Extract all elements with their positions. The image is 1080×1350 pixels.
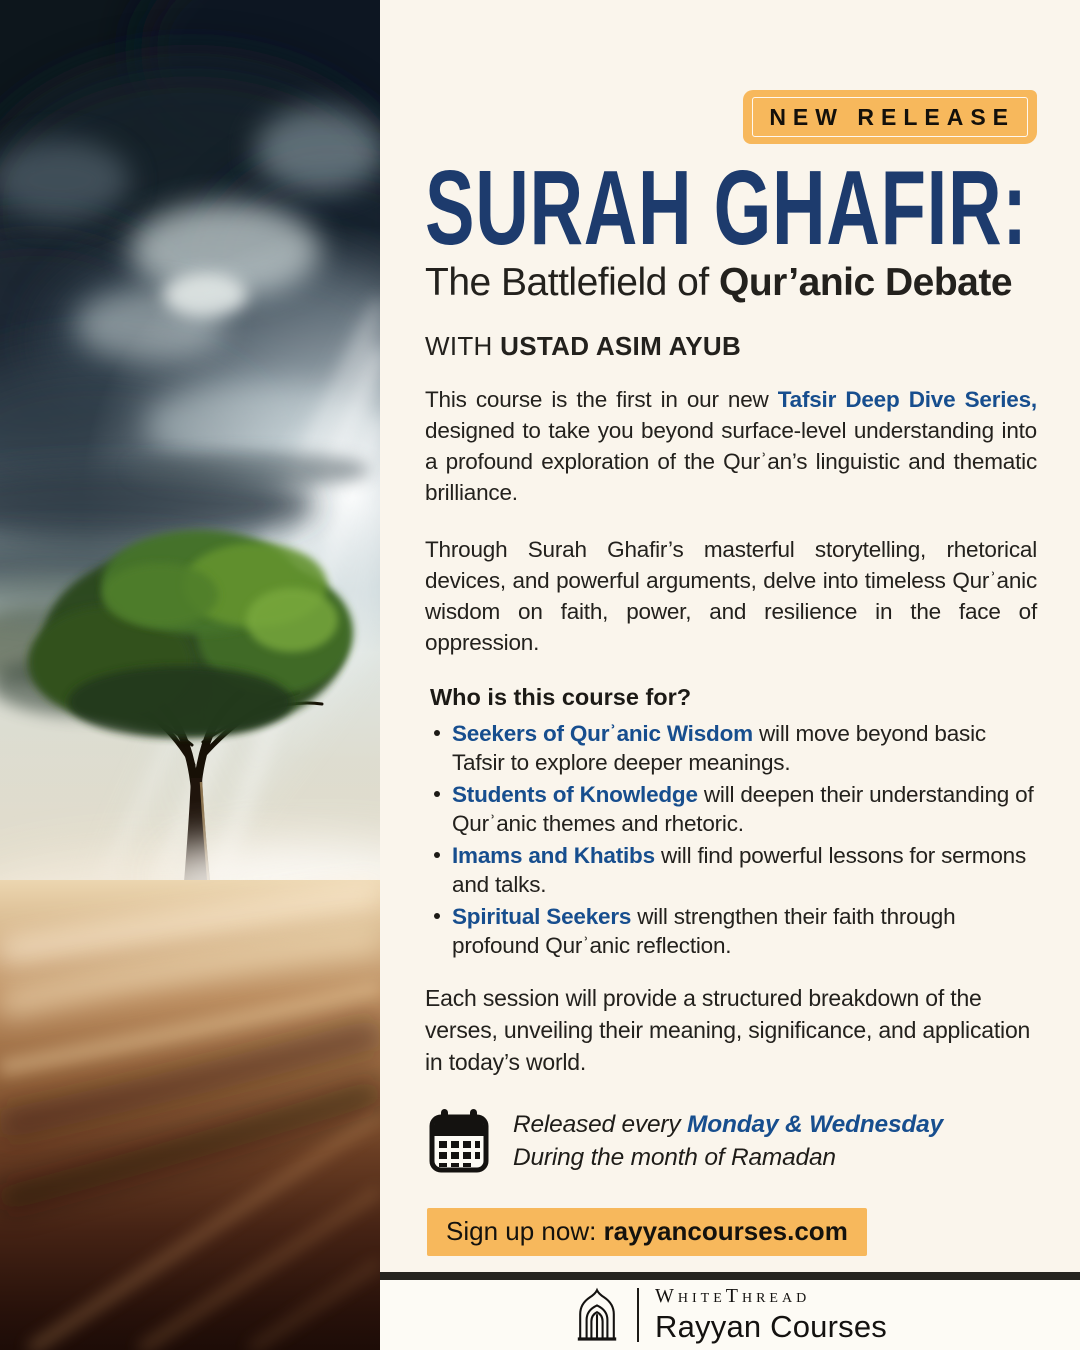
brand-text	[655, 1285, 887, 1345]
intro-pre: This course is the first in our new	[425, 386, 778, 412]
schedule-line1-regular: Released every	[513, 1110, 688, 1138]
audience-lead: Students of Knowledge	[452, 781, 698, 807]
subtitle-bold: Qur’anic Debate	[719, 260, 1013, 304]
audience-heading: Who is this course for?	[430, 683, 692, 710]
page-title-text: SURAH GHAFIR:	[425, 149, 1028, 267]
storm-tree-desert-scene	[0, 0, 380, 1350]
calendar-icon	[427, 1108, 491, 1174]
schedule-row	[425, 1108, 1037, 1174]
badge-row	[425, 90, 1037, 144]
new-release-label: NEW RELEASE	[769, 104, 1015, 130]
schedule-text	[513, 1108, 943, 1174]
instructor-byline	[425, 331, 1037, 362]
schedule-line1	[513, 1108, 943, 1141]
list-item	[425, 780, 1037, 838]
description-paragraph: Through Surah Ghafir’s masterful storytelling, rhetorical devices, and powerful arguments, delve into timeless Qurʾanic wisdom on faith, power, and resilience in the face of oppression.	[425, 536, 1037, 655]
byline-prefix: WITH	[425, 330, 501, 361]
storm-tree-desert-illustration	[0, 0, 380, 1350]
audience-lead: Spiritual Seekers	[452, 903, 632, 929]
brand-lockup	[573, 1285, 887, 1345]
subtitle-regular: The Battlefield of	[425, 260, 720, 304]
brand-rayyan-courses: Rayyan Courses	[655, 1309, 887, 1344]
instructor-name: USTAD ASIM AYUB	[500, 330, 742, 361]
subtitle	[425, 261, 1037, 305]
arch-logo-icon	[573, 1287, 621, 1343]
page-title	[425, 149, 1037, 267]
audience-rest: will deepen their understanding of Qurʾanic themes and rhetoric.	[452, 781, 1034, 836]
audience-rest: will move beyond basic Tafsir to explore deeper meanings.	[452, 720, 986, 775]
footer-bar	[380, 1272, 1080, 1350]
signup-cta-button[interactable]	[427, 1208, 867, 1256]
intro-paragraph	[425, 384, 1037, 508]
course-flyer-panel	[380, 0, 1080, 1350]
new-release-badge	[743, 90, 1037, 144]
list-item	[425, 719, 1037, 777]
schedule-days: Monday & Wednesday	[687, 1110, 944, 1138]
brand-whitethread: WhiteThread	[655, 1285, 811, 1307]
schedule-line2: During the month of Ramadan	[513, 1143, 836, 1171]
sessions-paragraph: Each session will provide a structured breakdown of the verses, unveiling their meaning, significance, and application in today’s world.	[425, 984, 1031, 1075]
audience-rest: will find powerful lessons for sermons and talks.	[452, 842, 1027, 897]
audience-lead: Seekers of Qurʾanic Wisdom	[452, 720, 753, 746]
series-name: Tafsir Deep Dive Series,	[777, 386, 1037, 412]
audience-list	[425, 719, 1037, 960]
logo-divider	[637, 1288, 639, 1342]
list-item	[425, 902, 1037, 960]
audience-rest: will strengthen their faith through profound Qurʾanic reflection.	[452, 903, 956, 958]
intro-post: designed to take you beyond surface-level understanding into a profound exploration of the Qurʾan’s linguistic and thematic brilliance.	[425, 417, 1037, 505]
cta-label: Sign up now:	[446, 1215, 604, 1246]
list-item	[425, 841, 1037, 899]
audience-lead: Imams and Khatibs	[452, 842, 655, 868]
cta-url: rayyancourses.com	[603, 1215, 848, 1246]
